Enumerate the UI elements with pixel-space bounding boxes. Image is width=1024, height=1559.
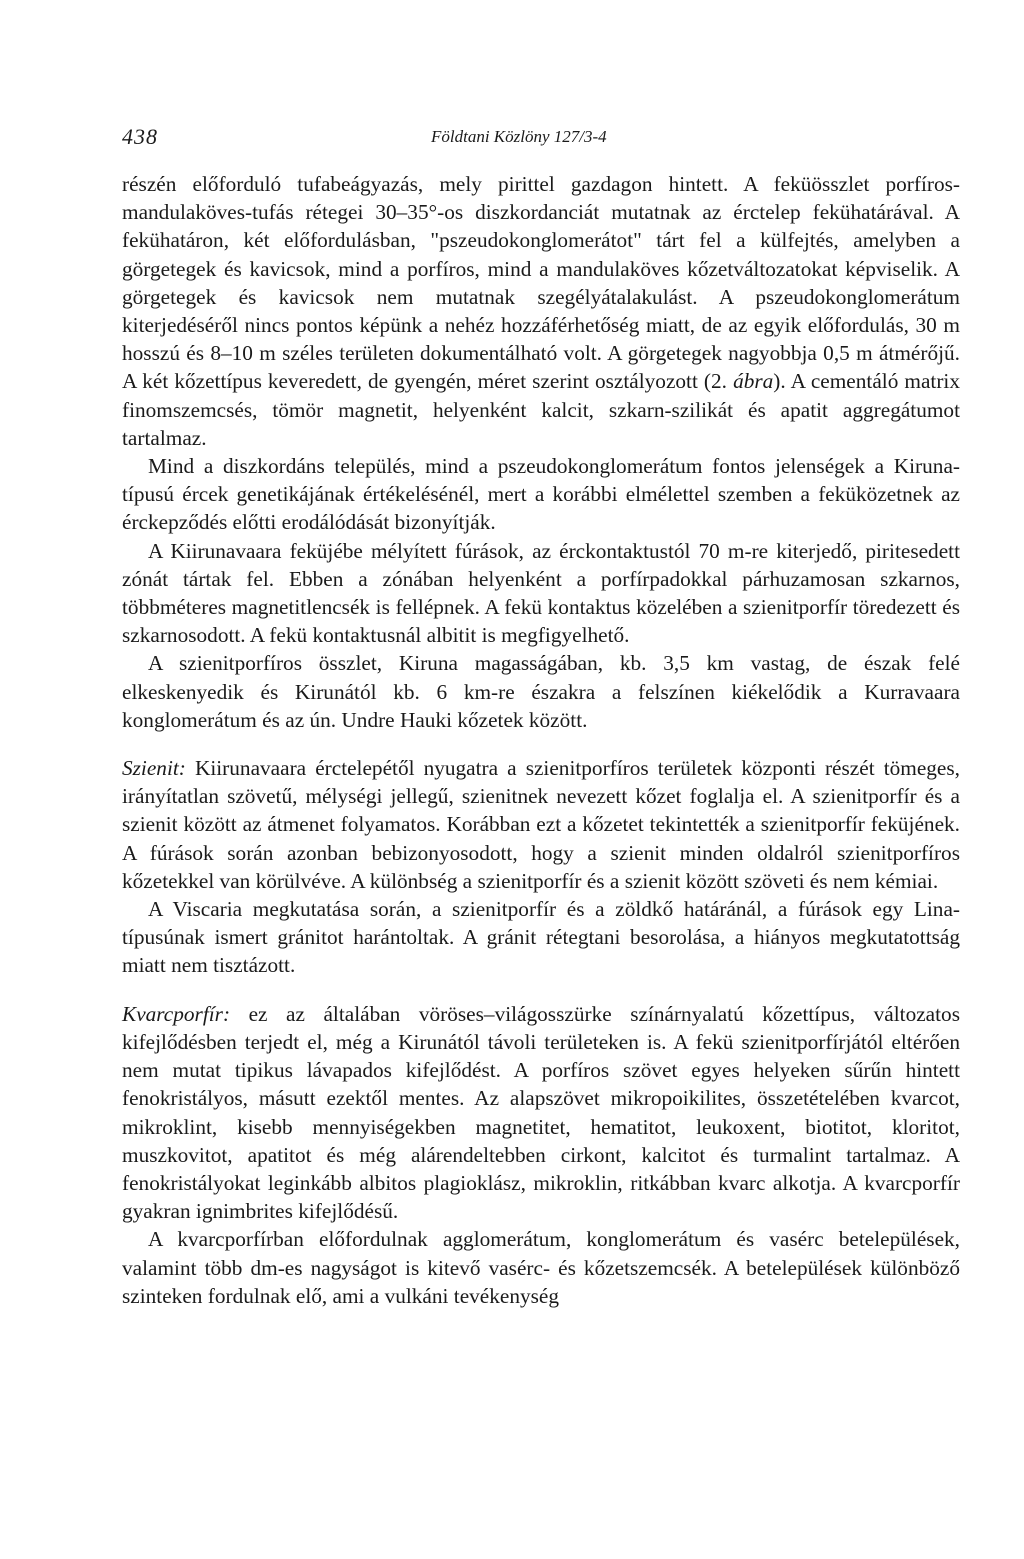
paragraph-1-text-end: ). A cementáló matrix finomszemcsés, tömör magnetit, helyenként kalcit, szkarn-szilikát és apatit aggregátumot tartalmaz. xyxy=(122,369,960,450)
figure-reference: ábra xyxy=(733,369,774,394)
paragraph-2: Mind a diszkordáns település, mind a pszeudokonglomerátum fontos jelenségek a Kiruna-típusú ércek genetikájának értékelésénél, mert a korábbi elmélettel szemben a feküközetnek az érckepződés előtti erodálódását bizonyítják. xyxy=(122,454,960,535)
paragraph-1 xyxy=(122,170,960,452)
paragraph-3: A Kiirunavaara feküjébe mélyített fúrások, az érckontaktustól 70 m-re kiterjedő, piritesedett zónát tártak fel. Ebben a zónában helyenként a porfírpadokkal párhuzamosan szkarnos, többméteres magnetitlencsék is fellépnek. A fekü kontaktus közelében a szienitporfír töredezett és szkarnosodott. A fekü kontaktusnál albitit is megfigyelhető. xyxy=(122,538,960,648)
paragraph-szienit xyxy=(122,754,960,895)
paragraph-kvarcporfir xyxy=(122,1000,960,1226)
paragraph-szienit-text: Kiirunavaara érctelepétől nyugatra a szienitporfíros területek központi részét tömeges, irányítatlan szövetű, mélységi jellegű, szienitnek nevezett kőzet foglalja el. A szienitporfír és a szienit között az átmenet folyamatos. Korábban ezt a kőzetet tekintették a szienitporfír feküjének. A fúrások során azonban bebizonyosodott, hogy a szienit minden oldalról szienitporfíros kőzetekkel van körülvéve. A különbség a szienitporfír és a szienit között szöveti és nem kémiai. xyxy=(122,756,960,893)
paragraph-kvarcporfir-text: ez az általában vöröses–világosszürke színárnyalatú kőzettípus, változatos kifejlődésben terjedt el, még a Kirunától távoli területeken is. A fekü szienitporfírjától eltérően nem mutat tipikus lávapados kifejlődést. A porfíros szövet egyes helyeken sűrűn hintett fenokristályos, másutt ezektől mentes. Az alapszövet mikropoikilites, összetételében kvarcot, mikroklint, kisebb mennyiségekben magnetitet, hematitot, leukoxent, biotitot, kloritot, muszkovitot, apatitot és még alárendeltebben cirkont, kalcitot és turmalint tartalmaz. A fenokristályokat leginkább albitos plagioklász, mikroklin, ritkábban kvarc alkotja. A kvarcporfír gyakran ignimbrites kifejlődésű. xyxy=(122,1001,960,1224)
document-page xyxy=(122,120,960,1310)
journal-title: Földtani Közlöny 127/3-4 xyxy=(431,127,607,146)
section-term-kvarcporfir: Kvarcporfír: xyxy=(122,1001,231,1026)
paragraph-4: A szienitporfíros összlet, Kiruna magasságában, kb. 3,5 km vastag, de észak felé elkeskenyedik és Kirunától kb. 6 km-re északra a felszínen kiékelődik a Kurravaara konglomerátum és az ún. Undre Hauki kőzetek között. xyxy=(122,651,960,732)
paragraph-8: A kvarcporfírban előfordulnak agglomerátum, konglomerátum és vasérc betelepülések, valamint több dm-es nagyságot is kitevő vasérc- és kőzetszemcsék. A betelepülések különböző szinteken fordulnak elő, ami a vulkáni tevékenység xyxy=(122,1227,960,1308)
section-term-szienit: Szienit: xyxy=(122,756,186,781)
running-header xyxy=(122,120,960,150)
paragraph-1-text: részén előforduló tufabeágyazás, mely pirittel gazdagon hintett. A feküösszlet porfíros-mandulaköves-tufás rétegei 30–35°-os diszkordanciát mutatnak az érctelep fekühatárával. A fekühatáron, két előfordulásban, "pszeudokonglomerátot" tárt fel a külfejtés, amelyben a görgetegek és kavicsok, mind a porfíros, mind a mandulaköves kőzetváltozatokat képviselik. A görgetegek és kavicsok nem mutatnak szegélyátalakulást. A pszeudokonglomerátum kiterjedéséről nincs pontos képünk a nehéz hozzáférhetőség miatt, de az egyik előfordulás, 30 m hosszú és 8–10 m széles területen dokumentálható volt. A görgetegek nagyobbja 0,5 m átmérőjű. A két kőzettípus keveredett, de gyengén, méret szerint osztályozott (2. xyxy=(122,172,960,394)
paragraph-6: A Viscaria megkutatása során, a szienitporfír és a zöldkő határánál, a fúrások egy Lina-típusúnak ismert gránitot harántoltak. A gránit rétegtani besorolása, a hiányos megkutatottság miatt nem tisztázott. xyxy=(122,897,960,978)
page-number: 438 xyxy=(122,124,158,149)
